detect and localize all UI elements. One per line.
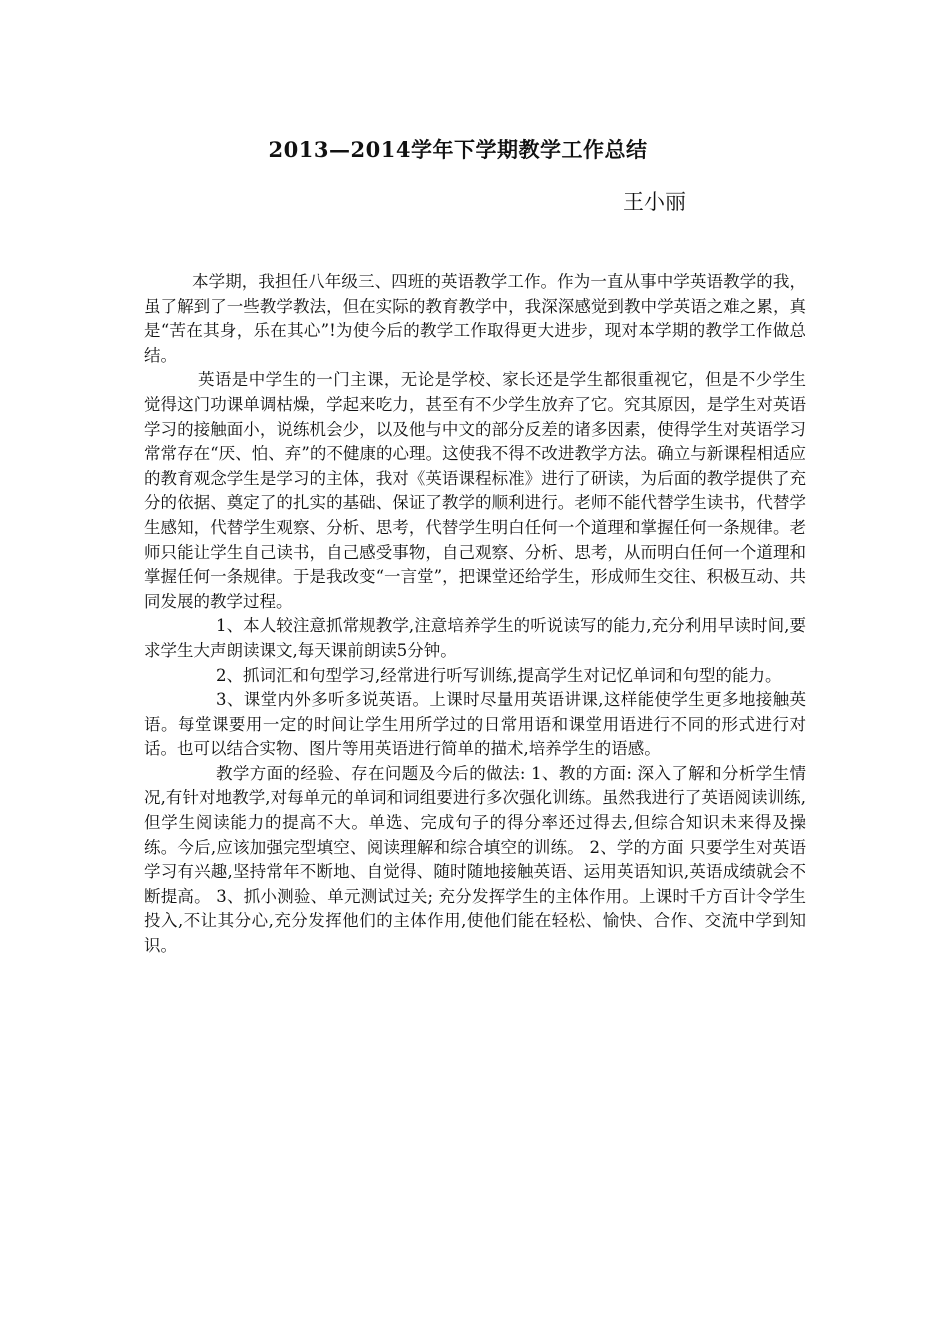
document-title: 2013—2014学年下学期教学工作总结 <box>268 137 648 162</box>
author-name: 王小丽 <box>623 190 686 214</box>
paragraph-point-3: 3、课堂内外多听多说英语。上课时尽量用英语讲课,这样能使学生更多地接触英语。每堂课要用一定的时间让学生用所学过的日常用语和课堂用语进行不同的形式进行对话。也可以结合实物、图片等用英语进行简单的描术,培养学生的语感。 <box>144 690 806 759</box>
paragraph-experience: 教学方面的经验、存在问题及今后的做法: 1、教的方面: 深入了解和分析学生情况,有针对地教学,对每单元的单词和词组要进行多次强化训练。虽然我进行了英语阅读训练,但学生阅读能力的提高不大。单选、完成句子的得分率还过得去,但综合知识未来得及操练。今后,应该加强完型填空、阅读理解和综合填空的训练。 2、学的方面 只要学生对英语学习有兴趣,坚持常年不断地、自觉得、随时随地接触英语、运用英语知识,英语成绩就会不断提高。 3、抓小测验、单元测试过关; 充分发挥学生的主体作用。上课时千方百计令学生投入,不让其分心,充分发挥他们的主体作用,使他们能在轻松、愉快、合作、交流中学到知识。 <box>144 763 806 956</box>
document-body <box>144 270 806 959</box>
paragraph-point-1: 1、本人较注意抓常规教学,注意培养学生的听说读写的能力,充分利用早读时间,要求学生大声朗读课文,每天课前朗读5分钟。 <box>144 616 806 660</box>
paragraph-background: 英语是中学生的一门主课，无论是学校、家长还是学生都很重视它，但是不少学生觉得这门功课单调枯燥，学起来吃力，甚至有不少学生放弃了它。究其原因，是学生对英语学习的接触面小，说练机会少，以及他与中文的部分反差的诸多因素，使得学生对英语学习常常存在“厌、怕、弃”的不健康的心理。这使我不得不改进教学方法。确立与新课程相适应的教育观念学生是学习的主体，我对《英语课程标准》进行了研读，为后面的教学提供了充分的依据、奠定了的扎实的基础、保证了教学的顺利进行。老师不能代替学生读书，代替学生感知，代替学生观察、分析、思考，代替学生明白任何一个道理和掌握任何一条规律。老师只能让学生自己读书，自己感受事物，自己观察、分析、思考，从而明白任何一个道理和掌握任何一条规律。于是我改变“一言堂”，把课堂还给学生，形成师生交往、积极互动、共同发展的教学过程。 <box>144 370 806 611</box>
paragraph-intro: 本学期，我担任八年级三、四班的英语教学工作。作为一直从事中学英语教学的我，虽了解到了一些教学教法，但在实际的教育教学中，我深深感觉到教中学英语之难之累，真是“苦在其身，乐在其心”!为使今后的教学工作取得更大进步，现对本学期的教学工作做总结。 <box>144 272 806 365</box>
paragraph-point-2: 2、抓词汇和句型学习,经常进行听写训练,提高学生对记忆单词和句型的能力。 <box>216 665 782 685</box>
